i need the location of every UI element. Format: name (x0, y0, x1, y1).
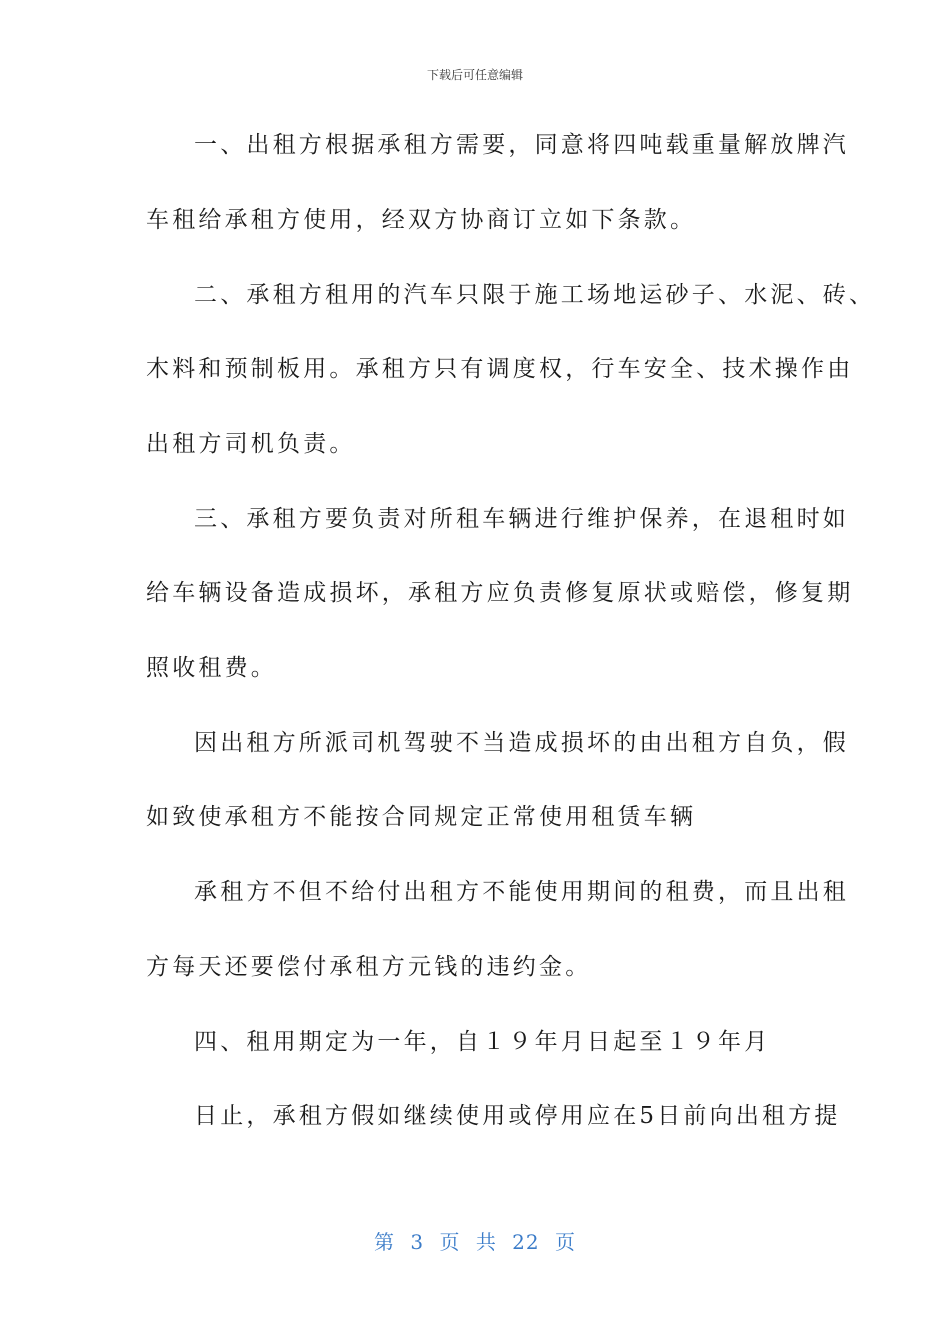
text-line-11: 承租方不但不给付出租方不能使用期间的租费，而且出租 (194, 879, 849, 905)
text-line-6: 三、承租方要负责对所租车辆进行维护保养，在退租时如 (194, 506, 849, 532)
text-line-1: 一、出租方根据承租方需要，同意将四吨载重量解放牌汽 (194, 132, 849, 158)
text-line-13: 四、租用期定为一年，自１９年月日起至１９年月 (194, 1029, 771, 1055)
footer-current-page: 3 (410, 1230, 425, 1254)
footer-suffix: 页 (554, 1230, 576, 1254)
footer-prefix: 第 (374, 1230, 395, 1254)
footer-page-word: 页 (439, 1230, 461, 1254)
text-line-4: 木料和预制板用。承租方只有调度权，行车安全、技术操作由 (146, 356, 854, 382)
footer-total-word: 共 (475, 1230, 497, 1254)
text-line-5: 出租方司机负责。 (146, 431, 356, 457)
footer-total-pages: 22 (512, 1230, 540, 1254)
page-number-footer (0, 1226, 950, 1255)
page-header-note: 下载后可任意编辑 (426, 68, 523, 82)
text-line-12: 方每天还要偿付承租方元钱的违约金。 (146, 954, 592, 980)
text-line-7: 给车辆设备造成损坏，承租方应负责修复原状或赔偿，修复期 (146, 580, 854, 606)
text-line-8: 照收租费。 (146, 655, 277, 681)
text-line-3: 二、承租方租用的汽车只限于施工场地运砂子、水泥、砖、 (194, 282, 876, 308)
text-line-2: 车租给承租方使用，经双方协商订立如下条款。 (146, 207, 697, 233)
text-line-14: 日止，承租方假如继续使用或停用应在5日前向出租方提 (194, 1103, 841, 1129)
text-line-10: 如致使承租方不能按合同规定正常使用租赁车辆 (146, 804, 697, 830)
text-line-9: 因出租方所派司机驾驶不当造成损坏的由出租方自负，假 (194, 730, 849, 756)
